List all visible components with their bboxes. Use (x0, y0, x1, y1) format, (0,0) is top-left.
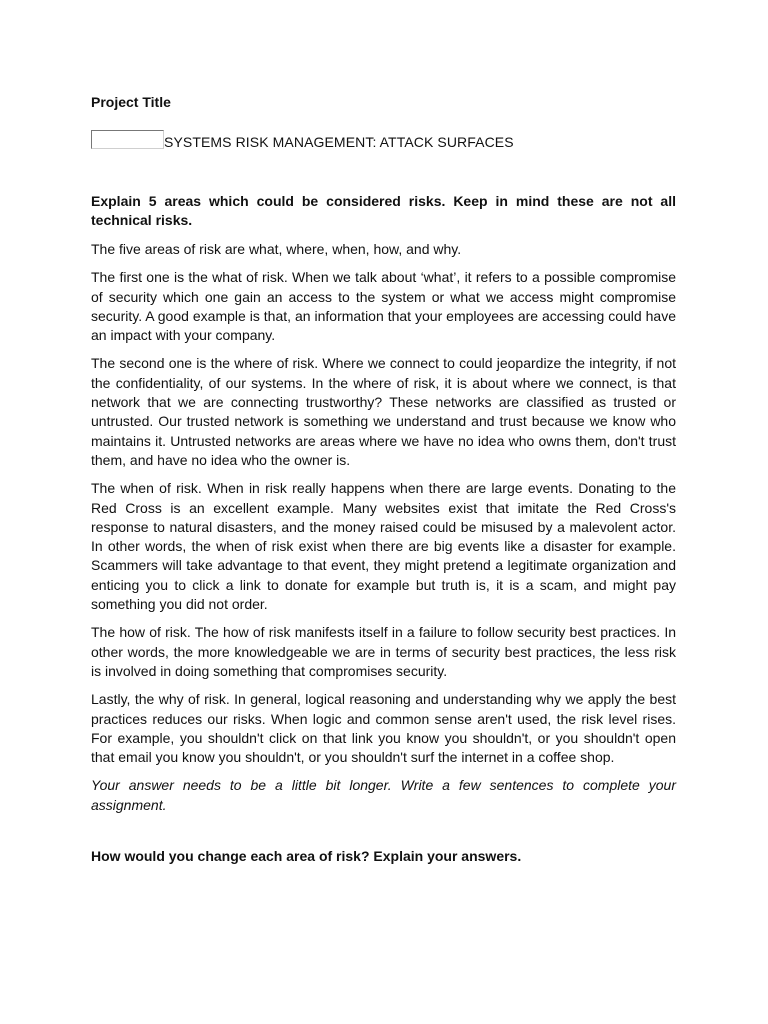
project-title-row (91, 131, 676, 151)
answer-paragraph: Lastly, the why of risk. In general, logical reasoning and understanding why we apply the best practices reduces our risks. When logic and common sense aren't used, the risk level rises. For example, you shouldn't click on that link you know you shouldn't, or you shouldn't open that email you know you shouldn't, or you shouldn't surf the internet in a coffee shop. (91, 691, 676, 766)
question-1: Explain 5 areas which could be considered risks. Keep in mind these are not all technical risks. (91, 193, 676, 228)
document-page (91, 93, 676, 866)
instructor-feedback: Your answer needs to be a little bit longer. Write a few sentences to complete your assignment. (91, 777, 676, 813)
project-title-value: SYSTEMS RISK MANAGEMENT: ATTACK SURFACES (164, 134, 514, 150)
answer-paragraph: The second one is the where of risk. Where we connect to could jeopardize the integrity, if not the confidentiality, of our systems. In the where of risk, it is about where we connect, is that network that we are connecting trustworthy? These networks are classified as trusted or untrusted. Our trusted network is something we understand and trust because we know who maintains it. Untrusted networks are areas where we have no idea who owns them, don't trust them, and have no idea who the owner is. (91, 355, 676, 468)
answer-paragraph: The first one is the what of risk. When we talk about ‘what’, it refers to a possible compromise of security which one gain an access to the system or what we access might compromise security. A good example is that, an information that your employees are accessing could have an impact with your company. (91, 269, 676, 344)
project-title-label: Project Title (91, 94, 171, 110)
answer-paragraph: The five areas of risk are what, where, when, how, and why. (91, 241, 462, 257)
answer-paragraph: The how of risk. The how of risk manifests itself in a failure to follow security best practices. In other words, the more knowledgeable we are in terms of security best practices, the less risk is involved in doing something that compromises security. (91, 624, 676, 679)
answer-paragraph: The when of risk. When in risk really happens when there are large events. Donating to the Red Cross is an excellent example. Many websites exist that imitate the Red Cross's response to natural disasters, and the money raised could be misused by a malevolent actor. In other words, the when of risk exist when there are big events like a disaster for example. Scammers will take advantage to that event, they might pretend a legitimate organization and enticing you to click a link to donate for example but truth is, it is a scam, and might pay something you did not order. (91, 480, 676, 613)
question-2: How would you change each area of risk? Explain your answers. (91, 848, 522, 865)
title-input-box[interactable] (91, 130, 164, 149)
